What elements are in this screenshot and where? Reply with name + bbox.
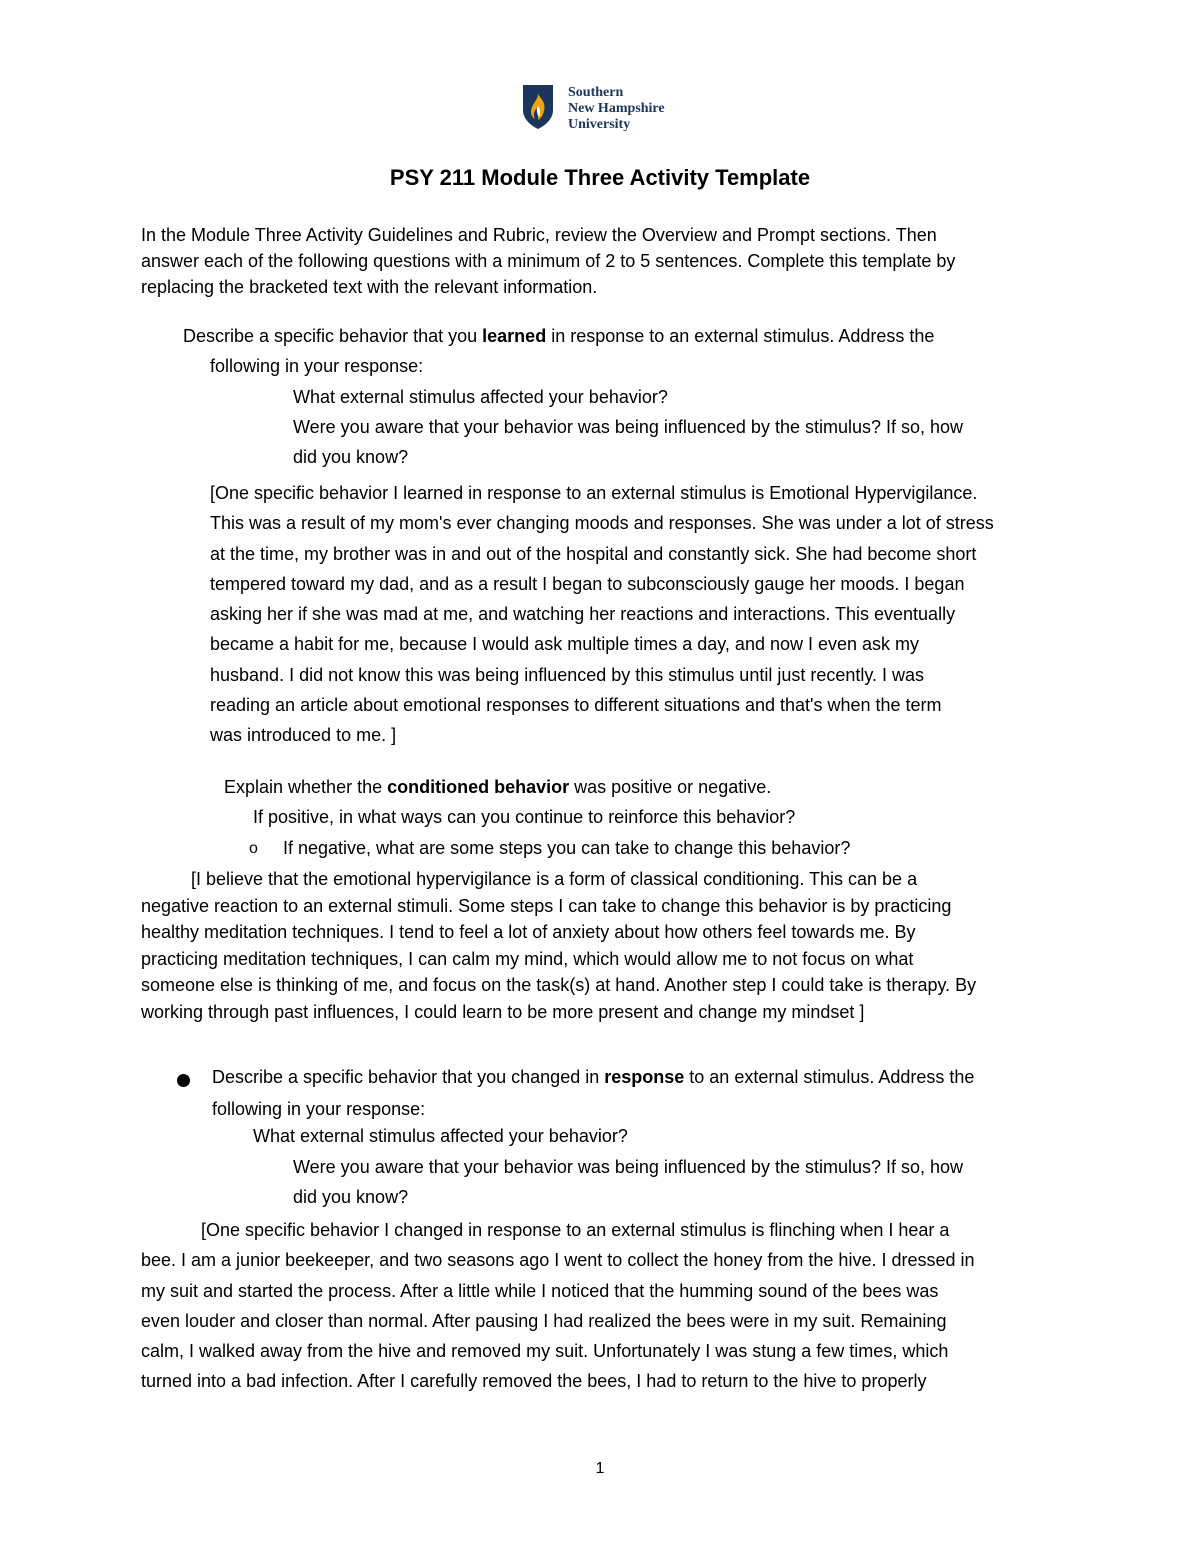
question-3-emphasis: response (604, 1067, 685, 1087)
logo-line-3: University (568, 117, 631, 132)
answer-1-line: became a habit for me, because I would ask multiple times a day, and now I even ask my (210, 634, 920, 655)
answer-2-line: negative reaction to an external stimuli. Some steps I can take to change this behavior is by practicing (141, 895, 952, 916)
question-2-emphasis: conditioned behavior (387, 777, 570, 797)
question-1-prefix: Describe a specific behavior that you (183, 326, 483, 346)
university-logo (522, 84, 665, 133)
question-2-suffix: was positive or negative. (569, 777, 772, 797)
answer-3-line: my suit and started the process. After a little while I noticed that the humming sound of the bees was (141, 1280, 939, 1301)
answer-3-line: bee. I am a junior beekeeper, and two seasons ago I went to collect the honey from the hive. I dressed in (141, 1250, 975, 1271)
question-1-sub-1: What external stimulus affected your behavior? (293, 387, 668, 407)
question-3-prefix: Describe a specific behavior that you changed in (212, 1067, 605, 1087)
answer-2-line: working through past influences, I could learn to be more present and change my mindset ] (141, 1001, 865, 1022)
answer-3 (141, 1215, 1071, 1397)
answer-3-line: even louder and closer than normal. After pausing I had realized the bees were in my suit. Remaining (141, 1310, 947, 1331)
question-2-prompt (224, 777, 771, 798)
answer-1 (210, 478, 1070, 751)
answer-1-line: [One specific behavior I learned in response to an external stimulus is Emotional Hypervigilance. (210, 483, 978, 503)
answer-3-line: turned into a bad infection. After I carefully removed the bees, I had to return to the hive to properly (141, 1371, 927, 1392)
answer-2-line: healthy meditation techniques. I tend to feel a lot of anxiety about how others feel towards me. By (141, 922, 916, 942)
page-number: 1 (595, 1460, 605, 1477)
answer-2-line: someone else is thinking of me, and focus on the task(s) at hand. Another step I could take is therapy. By (141, 975, 977, 995)
hollow-bullet-icon: o (249, 840, 258, 857)
question-3-prompt (212, 1067, 974, 1088)
answer-2-line: [I believe that the emotional hypervigilance is a form of classical conditioning. This can be a (141, 869, 918, 889)
answer-3-line: calm, I walked away from the hive and removed my suit. Unfortunately I was stung a few times, which (141, 1341, 949, 1362)
question-1-suffix: in response to an external stimulus. Address the (546, 326, 935, 346)
page-title: PSY 211 Module Three Activity Template (389, 165, 811, 190)
intro-line: answer each of the following questions with a minimum of 2 to 5 sentences. Complete this template by (141, 251, 956, 271)
logo-line-1: Southern (568, 85, 624, 100)
answer-1-line: husband. I did not know this was being influenced by this stimulus until just recently. I was (210, 664, 925, 685)
question-1-emphasis: learned (482, 326, 547, 346)
question-3-sub-2a: Were you aware that your behavior was being influenced by the stimulus? If so, how (293, 1157, 964, 1177)
shield-flame-icon (522, 84, 554, 130)
question-3-suffix: to an external stimulus. Address the (684, 1067, 975, 1087)
question-1-sub-2a: Were you aware that your behavior was being influenced by the stimulus? If so, how (293, 417, 964, 437)
answer-1-line: at the time, my brother was in and out of the hospital and constantly sick. She had become short (210, 543, 977, 564)
answer-2-line: practicing meditation techniques, I can calm my mind, which would allow me to not focus on what (141, 948, 914, 969)
question-2-prefix: Explain whether the (224, 777, 388, 797)
answer-2 (141, 866, 1071, 1025)
intro-line: In the Module Three Activity Guidelines and Rubric, review the Overview and Prompt sections. Then (141, 225, 937, 245)
question-2-sub-2: If negative, what are some steps you can take to change this behavior? (283, 838, 851, 858)
question-2-sub-1: If positive, in what ways can you continue to reinforce this behavior? (253, 807, 796, 827)
answer-1-line: This was a result of my mom's ever changing moods and responses. She was under a lot of stress (210, 513, 994, 534)
answer-1-line: reading an article about emotional responses to different situations and that's when the term (210, 695, 942, 716)
intro-paragraph (141, 222, 1061, 300)
university-wordmark (568, 85, 665, 133)
question-3-sub-1: What external stimulus affected your behavior? (253, 1126, 628, 1146)
logo-line-2: New Hampshire (568, 101, 665, 116)
question-1-line-2: following in your response: (210, 356, 424, 376)
question-1-prompt (183, 326, 934, 347)
question-3-line-2: following in your response: (212, 1099, 426, 1119)
question-3-sub-2b: did you know? (293, 1187, 409, 1207)
answer-1-line: asking her if she was mad at me, and watching her reactions and interactions. This eventually (210, 604, 956, 625)
answer-1-line: was introduced to me. ] (210, 725, 397, 746)
intro-line: replacing the bracketed text with the relevant information. (141, 277, 598, 297)
answer-3-line: [One specific behavior I changed in response to an external stimulus is flinching when I hear a (141, 1220, 950, 1240)
answer-1-line: tempered toward my dad, and as a result I began to subconsciously gauge her moods. I began (210, 573, 965, 594)
bullet-icon (177, 1074, 190, 1087)
question-1-sub-2b: did you know? (293, 447, 409, 467)
